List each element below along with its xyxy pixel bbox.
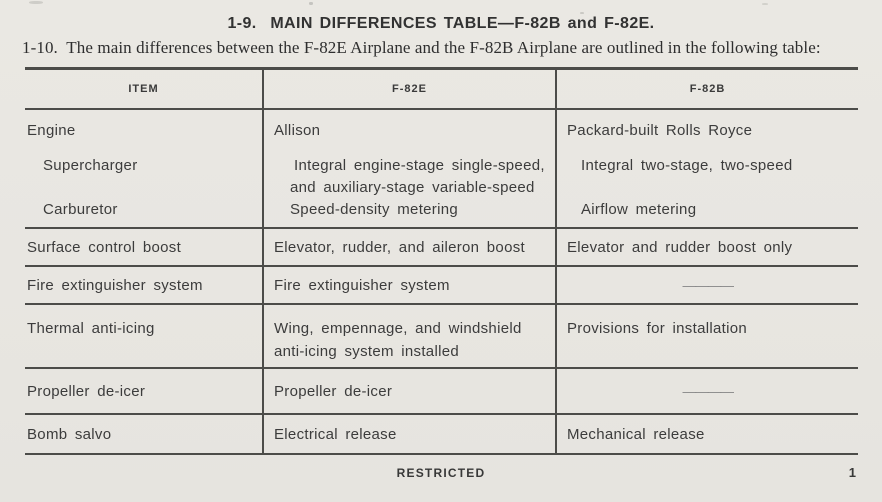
- item-line: Thermal anti-icing: [27, 320, 155, 337]
- scan-speck: [762, 3, 768, 5]
- section-heading: 1-9. MAIN DIFFERENCES TABLE—F-82B and F-82E.: [227, 15, 655, 32]
- scan-speck: [29, 1, 43, 4]
- f82b-line: Airflow metering: [581, 201, 697, 218]
- cell-f82b: [555, 305, 858, 367]
- item-line: Engine: [27, 122, 76, 139]
- intro-paragraph: 1-10. The main differences between the F-82E Airplane and the F-82B Airplane are outlined in the following table:: [22, 38, 821, 57]
- cell-f82b: Elevator and rudder boost only: [555, 229, 858, 265]
- differences-table: [25, 67, 858, 455]
- column-header-f82b: F-82B: [555, 70, 858, 108]
- column-header-f82e: F-82E: [262, 70, 555, 108]
- table-row-bomb-salvo: [25, 415, 858, 453]
- f82e-line: Allison: [274, 122, 321, 139]
- blank-line: [27, 177, 262, 199]
- cell-item: Propeller de-icer: [27, 382, 146, 400]
- cell-f82e: Propeller de-icer: [262, 369, 555, 413]
- f82b-line: Packard-built Rolls Royce: [567, 122, 753, 139]
- cell-f82e: Fire extinguisher system: [262, 267, 555, 303]
- classification-marking: RESTRICTED: [396, 466, 486, 480]
- f82b-line: Provisions for installation: [567, 320, 748, 337]
- no-equivalent-dash: ————: [682, 277, 733, 293]
- page-number: 1: [848, 465, 856, 480]
- cell-item: [25, 305, 262, 367]
- cell-item: [25, 110, 262, 227]
- f82e-line: Integral engine-stage single-speed,: [294, 157, 545, 174]
- cell-f82b: Mechanical release: [555, 415, 858, 453]
- item-line: Supercharger: [43, 157, 138, 174]
- cell-f82e: Elevator, rudder, and aileron boost: [262, 229, 555, 265]
- cell-item: Fire extinguisher system: [27, 276, 203, 294]
- page-footer: [0, 466, 882, 486]
- cell-f82b: [555, 110, 858, 227]
- cell-item: Bomb salvo: [27, 425, 112, 443]
- column-header-item: ITEM: [128, 83, 159, 95]
- table-row-engine: [25, 110, 858, 229]
- scan-speck: [309, 2, 313, 5]
- item-line: Carburetor: [43, 201, 118, 218]
- f82e-line: and auxiliary-stage variable-speed: [290, 179, 535, 196]
- scan-speck: [580, 12, 584, 14]
- cell-f82e: Electrical release: [262, 415, 555, 453]
- f82e-line: anti-icing system installed: [274, 343, 460, 360]
- f82e-line: Wing, empennage, and windshield: [274, 320, 522, 337]
- cell-f82e: [262, 305, 555, 367]
- table-header-row: [25, 70, 858, 110]
- table-row-fire-extinguisher: [25, 267, 858, 305]
- table-row-thermal-anti-icing: [25, 305, 858, 369]
- blank-line: [567, 177, 858, 199]
- f82b-line: Integral two-stage, two-speed: [581, 157, 793, 174]
- line-spacer: [274, 142, 555, 155]
- cell-f82b: [555, 369, 858, 413]
- line-spacer: [567, 142, 858, 155]
- table-row-surface-control-boost: [25, 229, 858, 267]
- no-equivalent-dash: ————: [682, 383, 733, 399]
- cell-item: Surface control boost: [27, 238, 182, 256]
- cell-f82b: [555, 267, 858, 303]
- line-spacer: [27, 142, 262, 155]
- cell-f82e: [262, 110, 555, 227]
- table-row-propeller-de-icer: [25, 369, 858, 415]
- f82e-line: Speed-density metering: [290, 201, 459, 218]
